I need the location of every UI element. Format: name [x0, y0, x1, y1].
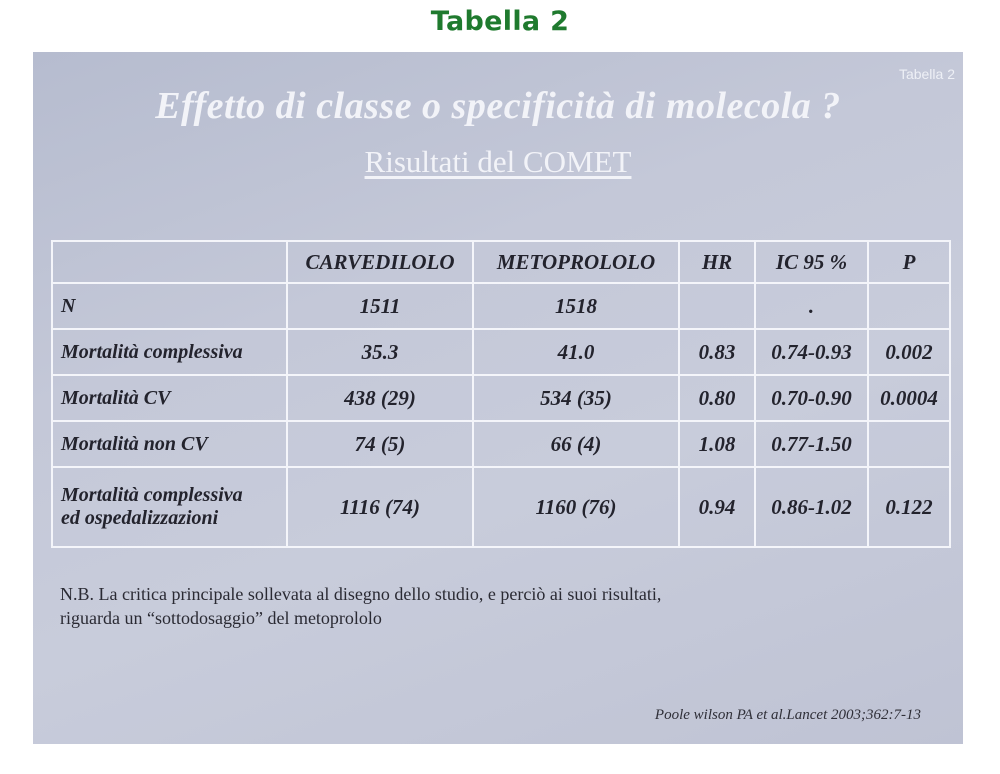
- row-label: Mortalità CV: [52, 375, 287, 421]
- cell-ic95: 0.77-1.50: [755, 421, 868, 467]
- cell-ic95: 0.74-0.93: [755, 329, 868, 375]
- table-row: [52, 467, 950, 547]
- row-label: N: [52, 283, 287, 329]
- cell-hr: [679, 283, 755, 329]
- table-row: [52, 329, 950, 375]
- results-table: [51, 240, 951, 548]
- cell-p: [868, 421, 950, 467]
- table-row: [52, 283, 950, 329]
- slide-title: Effetto di classe o specificità di molecola ?: [155, 85, 841, 127]
- slide-corner-label: Tabella 2: [898, 66, 955, 82]
- header-p: P: [868, 241, 950, 283]
- slide-image: [33, 52, 963, 744]
- cell-metoprololo: 1160 (76): [473, 467, 679, 547]
- row-label: Mortalità non CV: [52, 421, 287, 467]
- cell-p: 0.122: [868, 467, 950, 547]
- slide-subtitle: Risultati del COMET: [364, 144, 632, 179]
- cell-hr: 0.94: [679, 467, 755, 547]
- footnote-line1: N.B. La critica principale sollevata al disegno dello studio, e perciò ai suoi risultati,: [60, 584, 662, 604]
- header-carvedilolo: CARVEDILOLO: [287, 241, 473, 283]
- row-label: [52, 467, 287, 547]
- footnote: [60, 582, 920, 630]
- row-label-line1: Mortalità complessiva: [61, 484, 243, 506]
- cell-metoprololo: 66 (4): [473, 421, 679, 467]
- cell-ic95: 0.70-0.90: [755, 375, 868, 421]
- cell-metoprololo: 1518: [473, 283, 679, 329]
- cell-p: 0.0004: [868, 375, 950, 421]
- cell-p: 0.002: [868, 329, 950, 375]
- cell-carvedilolo: 1511: [287, 283, 473, 329]
- row-label: Mortalità complessiva: [52, 329, 287, 375]
- header-ic95: IC 95 %: [755, 241, 868, 283]
- cell-hr: 0.80: [679, 375, 755, 421]
- cell-ic95: .: [755, 283, 868, 329]
- row-label-line2: ed ospedalizzazioni: [61, 507, 219, 529]
- cell-carvedilolo: 74 (5): [287, 421, 473, 467]
- page-heading: Tabella 2: [430, 6, 570, 37]
- cell-hr: 0.83: [679, 329, 755, 375]
- cell-hr: 1.08: [679, 421, 755, 467]
- table-header-row: [52, 241, 950, 283]
- header-empty: [52, 241, 287, 283]
- cell-p: [868, 283, 950, 329]
- cell-carvedilolo: 35.3: [287, 329, 473, 375]
- header-hr: HR: [679, 241, 755, 283]
- header-metoprololo: METOPROLOLO: [473, 241, 679, 283]
- footnote-line2: riguarda un “sottodosaggio” del metoprololo: [60, 608, 382, 628]
- table-row: [52, 375, 950, 421]
- cell-carvedilolo: 1116 (74): [287, 467, 473, 547]
- cell-metoprololo: 41.0: [473, 329, 679, 375]
- table-row: [52, 421, 950, 467]
- cell-metoprololo: 534 (35): [473, 375, 679, 421]
- cell-ic95: 0.86-1.02: [755, 467, 868, 547]
- citation: Poole wilson PA et al.Lancet 2003;362:7-13: [654, 707, 921, 723]
- cell-carvedilolo: 438 (29): [287, 375, 473, 421]
